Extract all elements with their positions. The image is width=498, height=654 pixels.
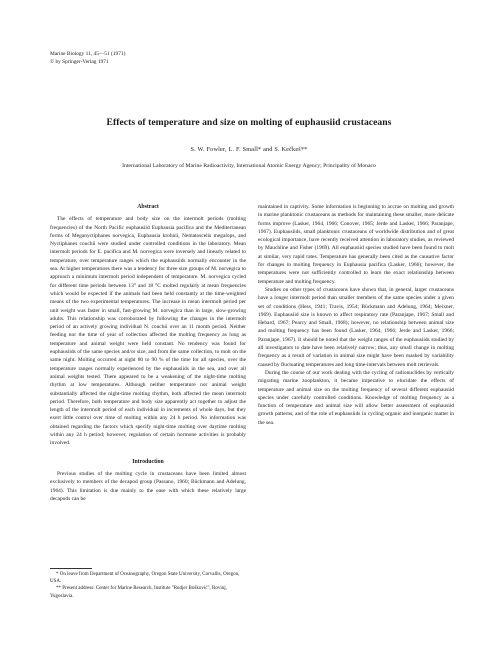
abstract-section [50,203,246,448]
paper-title: Effects of temperature and size on molting of euphausiid crustaceans [106,117,392,128]
footnotes [50,568,246,600]
right-column [258,203,454,427]
introduction-heading: Introduction [132,458,164,465]
journal-header [50,50,125,66]
left-column [50,203,246,503]
footnote: ** Present address: Center for Marine Research, Institute "Rudjer Bošković", Rovinj, Yugoslavia. [50,586,227,599]
copyright-line: © by Springer-Verlag 1971 [50,59,109,65]
footnote: * On leave from Department of Oceanography, Oregon State University, Corvallis, Oregon, USA. [50,572,240,585]
introduction-paragraph: Studies on other types of crustaceans have shown that, in general, larger crustaceans have a longer intermolt period than smaller members of the same species under a given set of conditions (Hess, 1941; Travis, 1954; Bückmann and Adelung, 1964; Meixner, 1969). Euphausiid size is known to affect respiratory rate (Paranjape, 1967; Small and Hebard, 1967; Pearcy and Small, 1968); however, no relationship between animal size and molting frequency has been found (Lasker, 1964, 1966; Jerde and Lasker, 1966; Paranjape, 1967). It should be noted that the weight ranges of the euphausiids studied by all investigators to date have been relatively narrow; thus, any small change in molting frequency as a result of variation in animal size might have been masked by variability caused by fluctuating temperatures and long time-intervals between molt retrievals. [258,286,454,368]
journal-citation: Marine Biology 11, 45—51 (1971) [50,51,126,57]
abstract-heading: Abstract [137,204,159,210]
author-list: S. W. Fowler, L. F. Small* and S. Kečkeš** [190,146,308,153]
abstract-text: The effects of temperature and body size on the intermolt periods (molting frequencies) of the North Pacific euphausiid Euphausia pacifica and the Mediterranean forms of Meganyctiphanes norvegica, Euphausia krohnii, Nematoscelis megalops, and Nyctiphanes couchii were studied under controlled conditions in the laboratory. Mean intermolt periods for E. pacifica and M. norvegica were inversely and linearly related to temperature, over temperature ranges which the euphausiids normally encounter in the sea. At higher temperatures there was a tendency for three size groups of M. norvegica to approach a minimum intermolt period independent of temperature. M. norvegica cycled for different time periods between 13° and 18 °C molted regularly at mean frequencies which would be expected if the animals had been held constantly at the time-weighted means of the two experimental temperatures. The increase in mean intermolt period per unit weight was faster in small, fast-growing M. norvegica than in large, slow-growing adults. This relationship was corroborated by following the changes in the intermolt period of an actively growing individual N. couchii over an 11 month period. Neither feeding nor the time of year of collection affected the molting frequency as long as temperature and animal weight were held constant. No tendency was found for euphausiids of the same species and/or size, and from the same collection, to molt on the same night. Molting occurred at night 80 to 90 % of the time for all species, over the temperature ranges normally experienced by the euphausiids in the sea, and over all animal weights tested. There appeared to be a weakening of the night-time molting rhythm at low temperatures. Although neither temperature nor animal weight substantially affected the night-time molting rhythm, both affected the mean intermolt period. Therefore, both temperature and body size apparently act together to adjust the length of the intermolt period of each individual in increments of whole days, but they exert little control over time of molting within any 24 h period. No information was obtained regarding the factors which specify night-time molting over daytime molting within any 24 h period; however, regulation of certain hormone activities is probably involved. [50,216,246,447]
footnote-divider [50,568,92,569]
introduction-paragraph: During the course of our work dealing with the cycling of radionuclides by vertically migrating marine zooplankton, it became imperative to elucidate the effects of temperature and animal size on the molting frequency of several different euphausiid species under carefully controlled conditions. Knowledge of molting frequency as a function of temperature and animal size will allow better assessment of euphausiid growth patterns, and of the role of euphausiids in cycling organic and inorganic matter in the sea. [258,369,454,426]
affiliation: International Laboratory of Marine Radioactivity, International Atomic Energy Agency; Principality of Monaco [122,163,376,169]
introduction-paragraph: maintained in captivity. Some information is beginning to accrue on molting and growth in marine planktonic crustaceans as methods for maintaining these smaller, more delicate forms improve (Lasker, 1964, 1966; Conover, 1965; Jerde and Lasker, 1966; Paranjape, 1967). Euphausiids, small planktonic crustaceans of worldwide distribution and of great ecological importance, have recently received attention in laboratory studies, as reviewed by Mauchline and Fisher (1969). All euphausiid species studied have been found to molt at similar, very rapid rates. Temperature has generally been cited as the causative factor for changes in molting frequency in Euphausia pacifica (Lasker, 1966); however, the temperatures were not sufficiently controlled to learn the exact relationship between temperature and molting frequency. [258,204,454,285]
introduction-paragraph: Previous studies of the molting cycle in crustaceans have been limited almost exclusively to members of the decapod group (Passano, 1960; Bückmann and Adelung, 1964). This limitation is due mainly to the ease with which these relatively large decapods can be [50,470,246,502]
